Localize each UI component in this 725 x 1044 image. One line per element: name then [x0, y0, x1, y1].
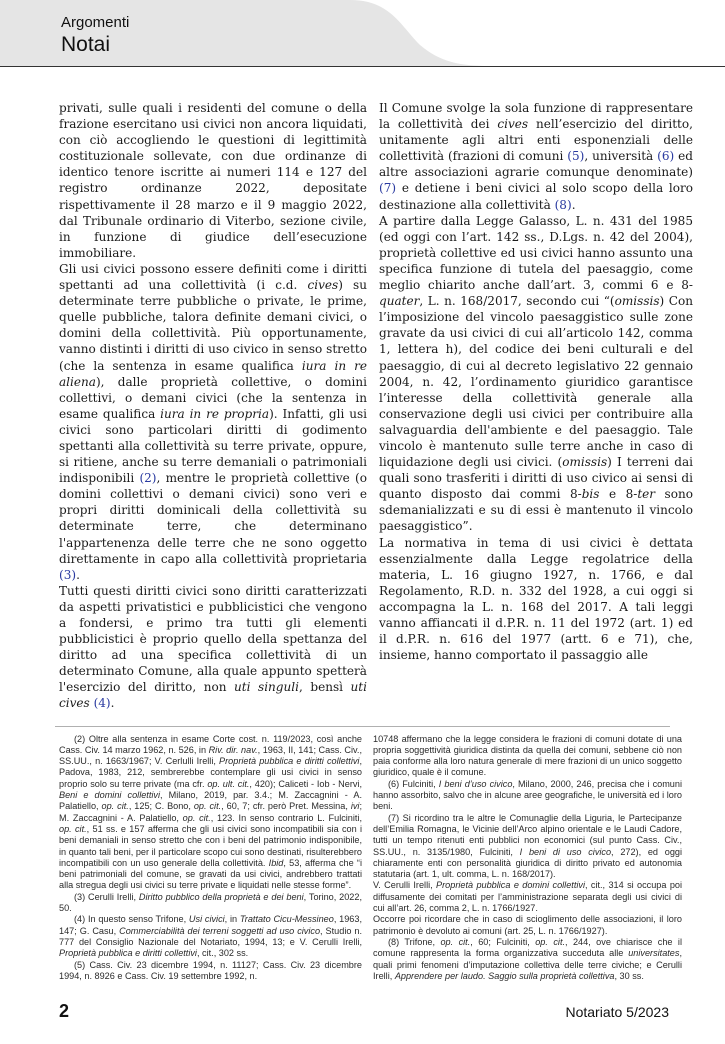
- italic-text: I beni d’uso civico: [438, 778, 513, 789]
- text-run: nell’esercizio del diritto, unitamente agli altri enti esponenziali delle collettività (frazioni di comuni: [379, 117, 693, 164]
- italic-text: omissis: [614, 294, 660, 309]
- text-run: , 53, afferma che “i beni patrimoniali del comune, se gravati da usi civici, andrebbero trattati alla stregua degli usi civici su terre private e liquidati nelle stesse forme”.: [59, 857, 362, 891]
- text-run: A partire dalla Legge Galasso, L. n. 431 del 1985 (ed oggi con l’art. 142 ss., D.Lgs. n. 42 del 2004), proprietà collettive ed usi civici hanno assunto una specifica funzione di tutela del paesaggio, come meglio chiarito anche dall’art. 3, commi 6 e 8-: [379, 213, 693, 293]
- italic-text: Commerciabilità dei terreni soggetti ad uso civico: [119, 925, 321, 936]
- italic-text: op. cit.: [193, 801, 222, 812]
- body-column-left: [59, 100, 367, 712]
- footnote: [373, 914, 682, 937]
- text-run: , Torino, 2022, 50.: [59, 891, 362, 914]
- text-run: .: [76, 567, 80, 582]
- text-run: , in: [224, 914, 240, 925]
- footnote-reference-link[interactable]: (3): [59, 567, 77, 582]
- italic-text: Proprietà pubblica e diritti collettivi: [59, 948, 197, 959]
- footnote-reference-link[interactable]: (7): [379, 181, 397, 196]
- text-run: ed altre associazioni agrarie comunque denominate): [379, 149, 693, 180]
- italic-text: ter: [637, 487, 656, 502]
- paragraph: [379, 535, 693, 664]
- paragraph: [379, 213, 693, 535]
- italic-text: op. cit.: [182, 812, 211, 823]
- footnote: [373, 734, 682, 779]
- text-run: Gli usi civici possono essere definiti come i diritti spettanti ad una collettività (i c.d.: [59, 261, 367, 293]
- text-run: , 30 ss.: [614, 970, 644, 981]
- footnote: [59, 734, 362, 892]
- italic-text: universitates: [628, 948, 680, 959]
- text-run: , Milano, 2000, 246, precisa che i comuni hanno assorbito, salvo che in alcune aree geografiche, le università ed i loro beni.: [373, 778, 682, 812]
- italic-text: uti cives: [59, 680, 367, 711]
- italic-text: Diritto pubblico della proprietà e dei beni: [138, 891, 304, 902]
- footnote: [373, 813, 682, 881]
- text-run: ) Con l’imposizione del vincolo paesaggistico sulle zone gravate da usi civici di cui all’articolo 142, comma 1, lettera h), del codice dei beni culturali e del paesaggio, di cui al decreto legislativo 22 gennaio 2004, n. 42, l’ordinamento giuridico garantisce l’interesse della collettività generale alla conservazione degli usi civici per contribuire alla salvaguardia dell'ambiente e del paesaggio. Tale vincolo è mantenuto sulle terre anche in caso di liquidazione degli usi civici. (: [379, 294, 694, 470]
- footnote-reference-link[interactable]: (6): [657, 149, 675, 164]
- journal-issue: Notariato 5/2023: [565, 1004, 669, 1021]
- text-run: privati, sulle quali i residenti del comune o della frazione esercitano usi civici non ancora liquidati, con ciò accogliendo le questioni di legittimità costituzionale sollevate, con due ordinanze di identico tenore iscritte ai numeri 114 e 127 del registro ordinanze 2022, depositate rispettivamente il 28 marzo e il 9 maggio 2022, dal Tribunale ordinario di Viterbo, sezione civile, in funzione di giudice dell’esecuzione immobiliare.: [59, 101, 367, 260]
- page-header: [0, 0, 725, 67]
- italic-text: uti singuli: [234, 680, 299, 695]
- text-run: .: [110, 696, 115, 711]
- text-run: Il Comune svolge la sola funzione di rappresentare la collettività dei: [379, 101, 693, 132]
- footnotes-column-left: [59, 734, 362, 983]
- text-run: , 125; C. Bono,: [128, 801, 194, 812]
- italic-text: Usi civici: [188, 914, 225, 925]
- text-run: e detiene i beni civici al solo scopo della loro destinazione alla collettività: [379, 181, 693, 212]
- italic-text: Riv. dir. nav.: [208, 744, 258, 755]
- italic-text: op. cit.: [535, 936, 566, 947]
- body-column-right: [379, 100, 693, 712]
- footnotes-column-right: [373, 734, 682, 983]
- paragraph: [59, 100, 367, 261]
- footnote-reference-link[interactable]: (4): [93, 696, 111, 711]
- footnote: [373, 779, 682, 813]
- page-number: 2: [59, 1001, 70, 1022]
- section-title: Notai: [61, 33, 111, 56]
- italic-text: Proprietà pubblica e domini collettivi: [436, 880, 585, 891]
- footnote-reference-link[interactable]: (5): [567, 149, 585, 164]
- text-run: , 123. In senso contrario L. Fulciniti,: [210, 812, 363, 823]
- text-run: ) I terreni dai quali sono trasferiti i diritti di uso civico ai sensi di quanto disposto dai commi 8-: [379, 455, 693, 502]
- italic-text: Ibid: [268, 857, 284, 868]
- text-run: e 8-: [599, 487, 638, 502]
- text-run: ; M. Zaccagnini - A. Palatiello,: [59, 801, 362, 823]
- text-run: (3) Cerulli Irelli,: [74, 891, 139, 902]
- text-run: , 60; Fulciniti,: [470, 936, 536, 947]
- footnotes: [0, 727, 725, 983]
- text-run: , L. n. 168/2017, secondo cui “(: [419, 294, 615, 309]
- text-run: ), dalle proprietà collettive, o domini collettivi, o demani civici (che la sentenza in esame qualifica: [59, 374, 367, 421]
- italic-text: ivi: [350, 801, 360, 812]
- italic-text: iura in re propria: [160, 406, 270, 421]
- text-run: , Studio n. 777 del Consiglio Nazionale del Notariato, 1994, 13; e V. Cerulli Irelli,: [59, 925, 362, 947]
- text-run: V. Cerulli Irelli,: [373, 880, 437, 891]
- text-run: , 244, ove chiarisce che il comune rappresenta la forma organizzativa succeduta alle: [373, 936, 682, 959]
- italic-text: op. ult. cit.: [207, 778, 250, 789]
- text-run: , 51 ss. e 157 afferma che gli usi civici sono incompatibili sia con i beni demaniali in senso stretto che con i beni del patrimonio indisponibile, in quanto tali beni, per il particolare scopo cui sono destinati, risulterebbero incompatibili con un uso generale della collettività.: [59, 823, 362, 868]
- italic-text: Beni e domini collettivi: [59, 790, 160, 801]
- text-run: ). Infatti, gli usi civici sono particolari diritti di godimento spettanti alla collettività su terre private, oppure, si ritiene, anche su terre demaniali o patrimoniali indisponibili: [59, 406, 367, 486]
- text-run: , cit., 314 si occupa poi diffusamente dei comitati per l’amministrazione separata degli usi civici di cui all’art. 26, comma 2, L. n. 1766/1927.: [373, 880, 683, 914]
- page-spacer: [0, 982, 725, 1000]
- text-run: Tutti questi diritti civici sono diritti caratterizzati da aspetti privatistici e pubblicistici che vengono a fondersi, e primo tra tutti gli elementi pubblicistici è proprio quello della spettanza del diritto ad una specifica collettività di un determinato Comune, alla quale appunto spetterà l'esercizio del diritto, non: [59, 583, 367, 695]
- text-run: (5) Cass. Civ. 23 dicembre 1994, n. 11127; Cass. Civ. 23 dicembre 1994, n. 8926 e Cass. Civ. 19 settembre 1992, n.: [59, 959, 362, 981]
- body-columns: [0, 67, 725, 712]
- footnote: [59, 892, 362, 915]
- text-run: sono sdemanializzati e su di essi è mantenuto il vincolo paesaggistico”.: [379, 487, 693, 534]
- footnote-reference-link[interactable]: (2): [139, 471, 157, 486]
- italic-text: op. cit.: [101, 801, 129, 812]
- text-run: , università: [584, 149, 658, 164]
- text-run: , 1963, II, 141; Cass. Civ., SS.UU., n. 1663/1967; V. Cerlulli Irelli,: [59, 744, 363, 767]
- text-run: .: [571, 197, 576, 212]
- paragraph: [59, 261, 367, 583]
- italic-text: Trattato Cicu-Messineo: [239, 914, 334, 925]
- paragraph: [59, 583, 367, 712]
- text-run: (7) Si ricordino tra le altre le Comunaglie della Liguria, le Partecipanze dell’Emilia Romagna, le Vicinie dell’Arco alpino orientale e le Laudi Cadore, tutti un tempo ritenuti enti pubblici non economici (sul punto Cass. Civ., SS.UU., n. 3135/1980, Fulciniti,: [373, 812, 682, 857]
- text-run: , cit., 302 ss.: [196, 948, 249, 959]
- text-run: (6) Fulciniti,: [388, 778, 439, 789]
- text-run: , 1963, 147; G. Casu,: [59, 914, 362, 936]
- italic-text: iura in re aliena: [59, 358, 367, 389]
- text-run: (4) In questo senso Trifone,: [74, 914, 189, 925]
- footnote: [373, 937, 682, 982]
- italic-text: bis: [581, 487, 600, 502]
- italic-text: Proprietà pubblica e diritti collettivi: [219, 756, 360, 767]
- text-run: 10748 affermano che la legge considera le frazioni di comuni dotate di una propria soggettività giuridica distinta da quella dei comuni, sebbene ciò non paia conforme alla loro natura generale di mere frazioni di un unico soggetto giuridico, quale è il comune.: [373, 733, 682, 778]
- text-run: , 60, 7; cfr. però Pret. Messina,: [221, 801, 351, 812]
- text-run: (8) Trifone,: [388, 936, 441, 947]
- page-footer: [0, 1000, 725, 1044]
- text-run: , 420); Caliceti - Iob - Nervi,: [249, 778, 362, 789]
- paragraph: [379, 100, 693, 213]
- text-run: , Padova, 1983, 212, sembrerebbe contemplare gli usi civici in senso proprio solo su terre private (ma cfr.: [59, 756, 362, 789]
- italic-text: op. cit.: [59, 823, 87, 834]
- text-run: , quali primi fenomeni d’imputazione collettiva delle terre civiche; e Cerulli Irelli,: [373, 948, 682, 981]
- text-run: La normativa in tema di usi civici è dettata essenzialmente dalla Legge regolatrice della materia, L. 16 giugno 1927, n. 1766, e dal Regolamento, R.D. n. 332 del 1928, a cui oggi si accompagna la L. n. 168 del 2017. A tali leggi vanno affiancati il d.P.R. n. 11 del 1972 (art. 1) ed il d.P.R. n. 616 del 1977 (artt. 6 e 71), che, insieme, hanno comportato il passaggio alle: [379, 535, 693, 663]
- text-run: (2) Oltre alla sentenza in esame Corte cost. n. 119/2023, così anche Cass. Civ. 14 marzo 1962, n. 526, in: [59, 733, 362, 755]
- footnote: [59, 960, 362, 983]
- text-run: , bensì: [298, 680, 351, 695]
- italic-text: cives: [307, 278, 339, 293]
- text-run: , mentre le proprietà collettive (o domini collettivi o demani civici) sono veri e propri diritti dominicali della collettività su determinate terre, che determinano l'appartenenza delle terre che ne sono oggetto direttamente in capo alla collettività proprietaria: [59, 471, 367, 566]
- text-run: Occorre poi ricordare che in caso di scioglimento delle associazioni, il loro patrimonio è devoluto ai comuni (art. 25, L. n. 1766/1927).: [373, 914, 682, 936]
- italic-text: quater: [379, 294, 420, 309]
- footnote: [373, 880, 682, 914]
- italic-text: I beni di uso civico: [519, 846, 612, 857]
- italic-text: op. cit.: [440, 936, 471, 947]
- footnote: [59, 914, 362, 959]
- text-run: , Milano, 2019, par. 3.4.; M. Zaccagnini - A. Palatiello,: [59, 790, 362, 812]
- header-text: [0, 0, 725, 57]
- footnote-reference-link[interactable]: (8): [554, 197, 572, 212]
- italic-text: omissis: [562, 455, 608, 470]
- section-label: Argomenti: [61, 14, 130, 31]
- text-run: , 272), ed oggi chiaramente enti con personalità giuridica di diritto privato ed autonomia statutaria (art. 1, ult. comma, L. n. 168/2017).: [373, 846, 682, 880]
- text-run: ) su determinate terre pubbliche o private, le prime, quelle pubbliche, talora definite demani civici, o domini della collettività. Più opportunamente, vanno distinti i diritti di uso civico in senso stretto (che la sentenza in esame qualifica: [59, 278, 367, 373]
- italic-text: cives: [497, 117, 529, 132]
- italic-text: Apprendere per laudo. Saggio sulla proprietà collettiva: [394, 970, 615, 981]
